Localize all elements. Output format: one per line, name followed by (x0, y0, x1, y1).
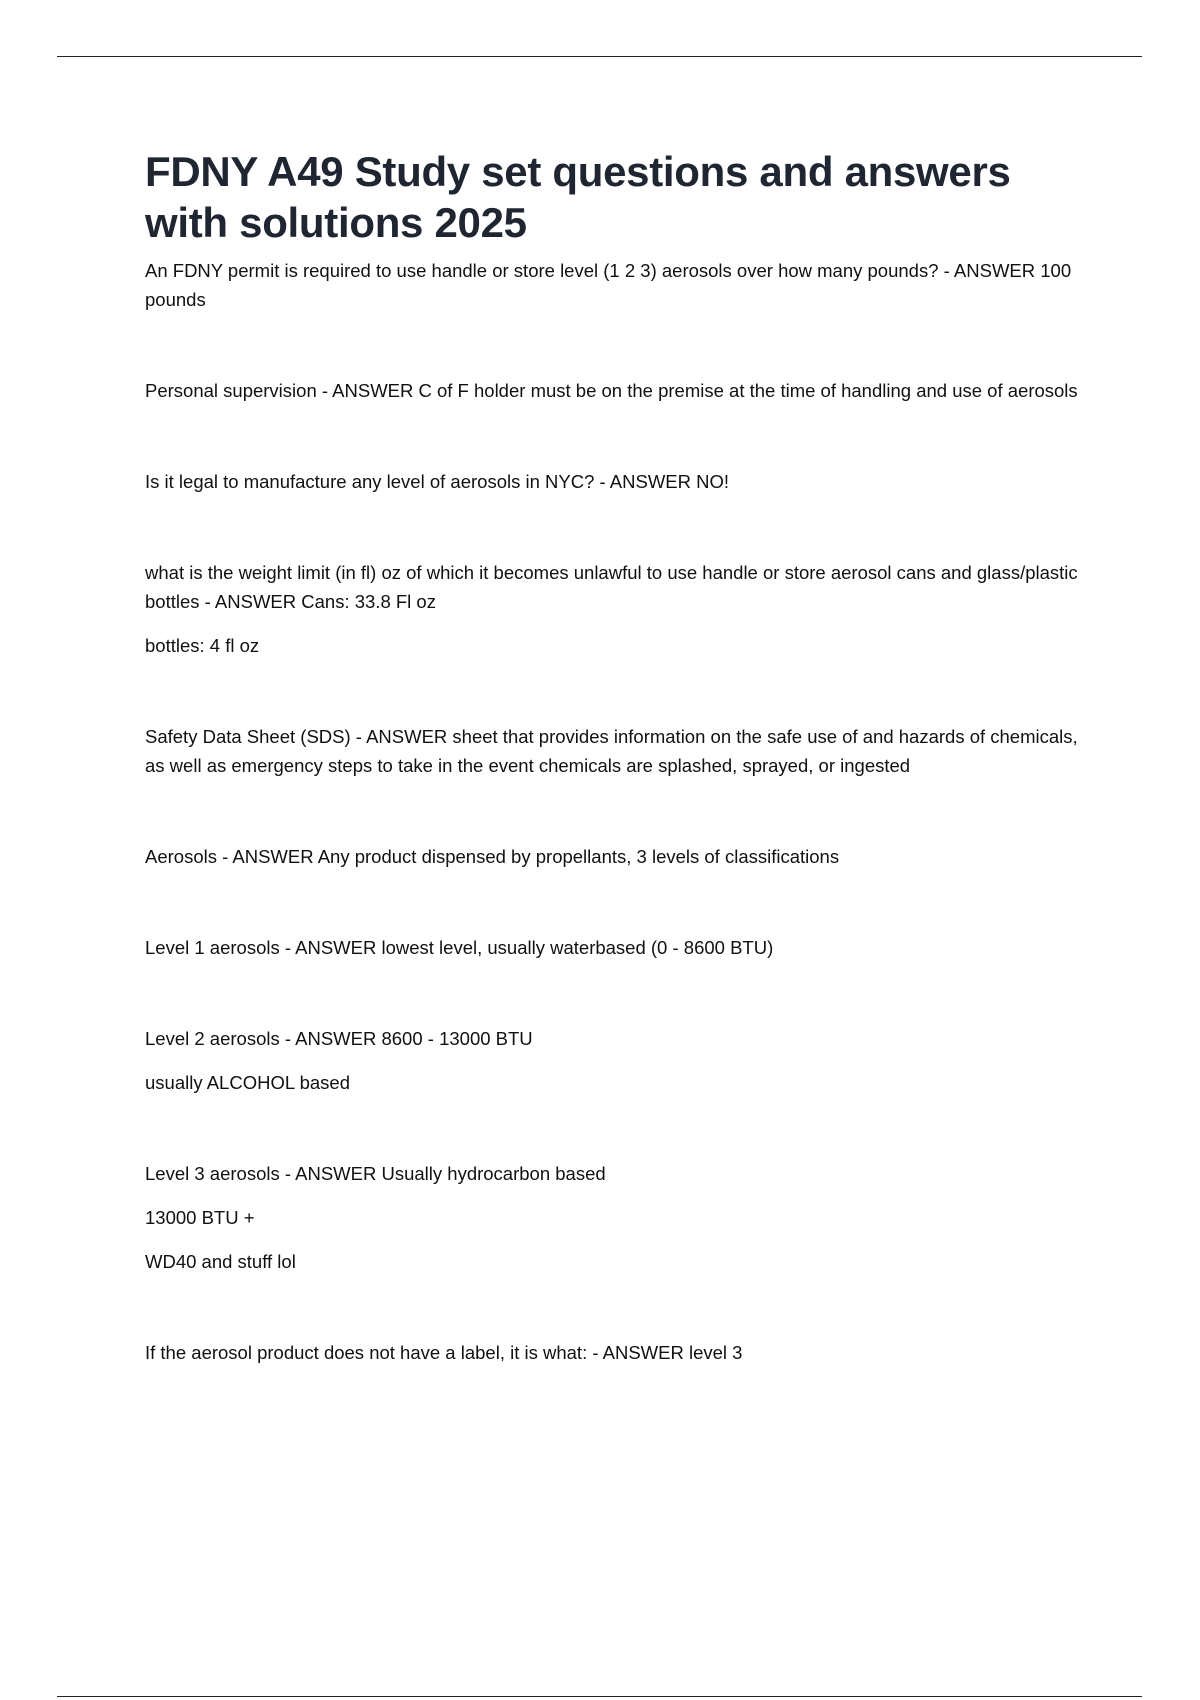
qa-text: 13000 BTU + (145, 1207, 255, 1228)
qa-entry (145, 256, 1085, 314)
qa-text: what is the weight limit (in fl) oz of which it becomes unlawful to use handle or store aerosol cans and glass/plastic bottles - ANSWER Cans: 33.8 Fl oz (145, 562, 1078, 612)
qa-entry (145, 722, 1085, 780)
bottom-divider (57, 1696, 1142, 1697)
qa-entry (145, 1159, 1085, 1276)
qa-text: usually ALCOHOL based (145, 1072, 350, 1093)
qa-entry (145, 842, 1085, 871)
qa-entry (145, 1338, 1085, 1367)
qa-text: Level 3 aerosols - ANSWER Usually hydrocarbon based (145, 1163, 606, 1184)
qa-text: Safety Data Sheet (SDS) - ANSWER sheet that provides information on the safe use of and hazards of chemicals, as well as emergency steps to take in the event chemicals are splashed, sprayed, or ingested (145, 726, 1078, 776)
qa-text: Level 2 aerosols - ANSWER 8600 - 13000 BTU (145, 1028, 533, 1049)
qa-text: Level 1 aerosols - ANSWER lowest level, usually waterbased (0 - 8600 BTU) (145, 937, 774, 958)
qa-entry (145, 467, 1085, 496)
qa-text: Aerosols - ANSWER Any product dispensed by propellants, 3 levels of classifications (145, 846, 840, 867)
qa-text: Is it legal to manufacture any level of aerosols in NYC? - ANSWER NO! (145, 471, 730, 492)
qa-entry (145, 1024, 1085, 1097)
qa-text: Personal supervision - ANSWER C of F holder must be on the premise at the time of handling and use of aerosols (145, 380, 1078, 401)
document-body (145, 146, 1085, 1367)
top-divider (57, 56, 1142, 57)
qa-entry (145, 376, 1085, 405)
qa-entry (145, 933, 1085, 962)
qa-text: If the aerosol product does not have a label, it is what: - ANSWER level 3 (145, 1342, 743, 1363)
qa-text: An FDNY permit is required to use handle or store level (1 2 3) aerosols over how many pounds? - ANSWER 100 pounds (145, 260, 1072, 310)
qa-text: bottles: 4 fl oz (145, 635, 260, 656)
qa-text: WD40 and stuff lol (145, 1251, 296, 1272)
qa-entry (145, 558, 1085, 660)
document-title: FDNY A49 Study set questions and answers with solutions 2025 (145, 148, 1011, 246)
